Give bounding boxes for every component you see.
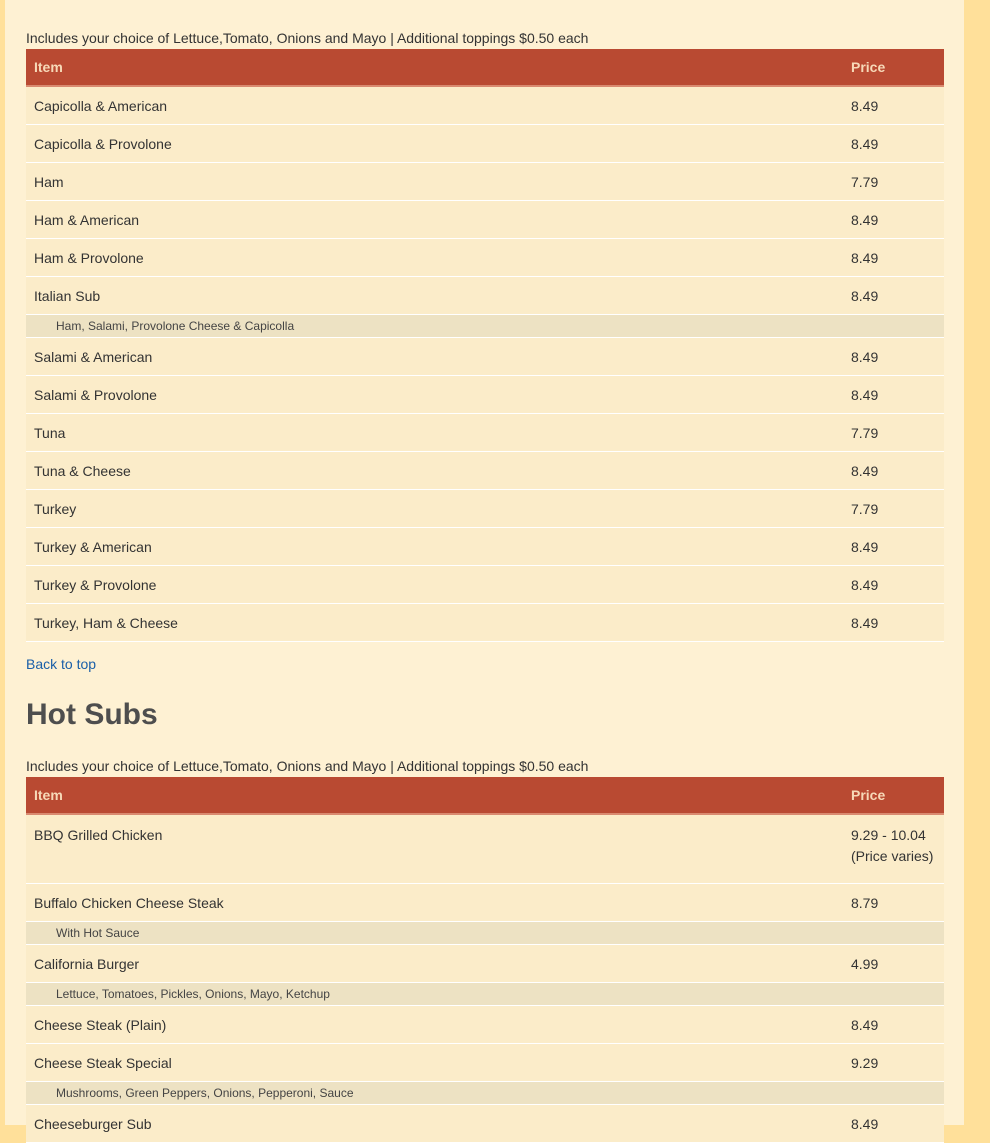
menu-item-name: California Burger: [26, 945, 843, 983]
menu-item-name: Capicolla & American: [26, 86, 843, 125]
cold-subs-rows: [26, 86, 944, 642]
cold-subs-table: [26, 49, 944, 642]
table-header: [26, 49, 944, 86]
menu-item-row: [26, 125, 944, 163]
menu-item-name: BBQ Grilled Chicken: [26, 814, 843, 884]
menu-item-name: Turkey & American: [26, 528, 843, 566]
menu-item-price: 8.49: [843, 376, 944, 414]
menu-item-row: [26, 452, 944, 490]
menu-item-price: 8.49: [843, 1105, 944, 1143]
menu-item-row: [26, 1044, 944, 1082]
menu-item-price: 8.49: [843, 452, 944, 490]
menu-item-description-row: [26, 983, 944, 1006]
menu-item-row: [26, 414, 944, 452]
menu-item-name: Turkey, Ham & Cheese: [26, 604, 843, 642]
menu-item-description-row: [26, 922, 944, 945]
menu-item-row: [26, 338, 944, 376]
section-title-hot-subs: Hot Subs: [26, 698, 158, 731]
menu-item-price: 8.49: [843, 338, 944, 376]
menu-item-row: [26, 884, 944, 922]
price-note: (Price varies): [851, 848, 934, 864]
menu-item-price: 8.49: [843, 277, 944, 315]
menu-item-row: [26, 86, 944, 125]
menu-item-row: [26, 277, 944, 315]
hot-subs-note: Includes your choice of Lettuce,Tomato, Onions and Mayo | Additional toppings $0.50 each: [26, 758, 589, 774]
hot-subs-rows: [26, 814, 944, 1143]
menu-item-description: With Hot Sauce: [26, 922, 944, 945]
menu-item-row: [26, 1105, 944, 1143]
menu-item-name: Buffalo Chicken Cheese Steak: [26, 884, 843, 922]
menu-item-price: 8.79: [843, 884, 944, 922]
column-header-item: Item: [26, 777, 843, 814]
menu-item-price: 8.49: [843, 604, 944, 642]
menu-item-description-row: [26, 1082, 944, 1105]
menu-item-price: [843, 814, 944, 884]
menu-item-row: [26, 201, 944, 239]
column-header-item: Item: [26, 49, 843, 86]
menu-item-name: Cheeseburger Sub: [26, 1105, 843, 1143]
menu-item-name: Tuna & Cheese: [26, 452, 843, 490]
menu-item-description-row: [26, 315, 944, 338]
menu-item-price: 7.79: [843, 414, 944, 452]
menu-item-price: 9.29: [843, 1044, 944, 1082]
menu-item-description: Mushrooms, Green Peppers, Onions, Pepperoni, Sauce: [26, 1082, 944, 1105]
column-header-price: Price: [843, 777, 944, 814]
menu-item-price: 8.49: [843, 1006, 944, 1044]
menu-item-row: [26, 376, 944, 414]
page-background: [5, 0, 964, 1132]
menu-item-name: Turkey: [26, 490, 843, 528]
menu-item-name: Tuna: [26, 414, 843, 452]
menu-item-row: [26, 239, 944, 277]
table-header: [26, 777, 944, 814]
menu-item-row: [26, 945, 944, 983]
menu-item-row: [26, 490, 944, 528]
menu-item-row: [26, 1006, 944, 1044]
menu-item-price: 7.79: [843, 490, 944, 528]
menu-item-row: [26, 528, 944, 566]
menu-item-price: 8.49: [843, 86, 944, 125]
menu-item-name: Ham: [26, 163, 843, 201]
menu-item-price: 4.99: [843, 945, 944, 983]
menu-item-price: 8.49: [843, 566, 944, 604]
menu-item-price: 8.49: [843, 201, 944, 239]
price-range: 9.29 - 10.04: [851, 827, 926, 843]
menu-item-name: Salami & American: [26, 338, 843, 376]
menu-item-row: [26, 566, 944, 604]
menu-item-name: Ham & Provolone: [26, 239, 843, 277]
menu-item-name: Cheese Steak Special: [26, 1044, 843, 1082]
cold-subs-note: Includes your choice of Lettuce,Tomato, Onions and Mayo | Additional toppings $0.50 each: [26, 30, 589, 46]
column-header-price: Price: [843, 49, 944, 86]
menu-item-name: Salami & Provolone: [26, 376, 843, 414]
menu-item-description: Lettuce, Tomatoes, Pickles, Onions, Mayo, Ketchup: [26, 983, 944, 1006]
menu-item-price: 8.49: [843, 239, 944, 277]
menu-item-row: [26, 814, 944, 884]
menu-item-name: Capicolla & Provolone: [26, 125, 843, 163]
menu-item-price: 7.79: [843, 163, 944, 201]
menu-item-name: Italian Sub: [26, 277, 843, 315]
menu-item-name: Cheese Steak (Plain): [26, 1006, 843, 1044]
hot-subs-table: [26, 777, 944, 1143]
menu-item-name: Ham & American: [26, 201, 843, 239]
menu-item-price: 8.49: [843, 528, 944, 566]
menu-item-description: Ham, Salami, Provolone Cheese & Capicolla: [26, 315, 944, 338]
menu-item-price: 8.49: [843, 125, 944, 163]
back-to-top-link[interactable]: Back to top: [26, 656, 97, 672]
menu-item-row: [26, 163, 944, 201]
menu-item-name: Turkey & Provolone: [26, 566, 843, 604]
menu-item-row: [26, 604, 944, 642]
